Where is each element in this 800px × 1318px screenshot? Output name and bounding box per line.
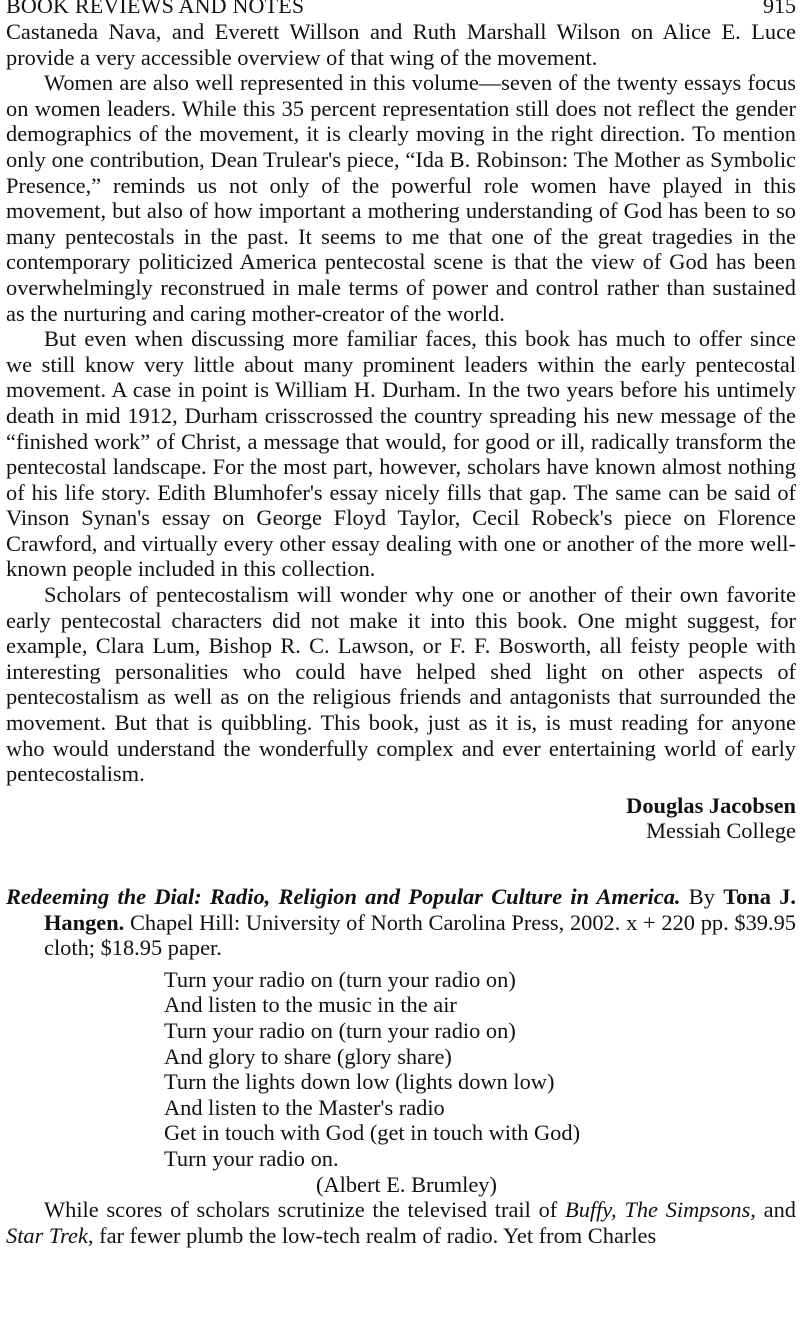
publication-details: Chapel Hill: University of North Carolina Press, 2002. x + 220 pp. $39.95 cloth; $18.95 paper. [44, 909, 796, 961]
epigraph-line: And glory to share (glory share) [164, 1043, 452, 1069]
closing-lead: While scores of scholars scrutinize the televised trail of [44, 1197, 558, 1223]
reviewer-signature [6, 793, 796, 844]
review-heading [6, 884, 796, 961]
paragraph-2: Women are also well represented in this volume—seven of the twenty essays focus on women leaders. While this 35 percent representation still does not reflect the gender demographics of the movement, it is clearly moving in the right direction. To mention only one contribution, Dean Trulear's piece, “Ida B. Robinson: The Mother as Symbolic Presence,” reminds us not only of the powerful role women have played in this movement, but also of how important a mothering understanding of God has been to so many pentecostals in the past. It seems to me that one of the great tragedies in the contemporary politicized America pentecostal scene is that the view of God has been overwhelmingly reconstrued in male terms of power and control rather than sustained as the nurturing and caring mother-creator of the world. [6, 70, 796, 326]
by-word: By [688, 884, 715, 909]
show-title: Buffy, [565, 1197, 617, 1223]
running-title: BOOK REVIEWS AND NOTES [6, 0, 305, 18]
paragraph-4: Scholars of pentecostalism will wonder why one or another of their own favorite early pentecostal characters did not make it into this book. One might suggest, for example, Clara Lum, Bishop R. C. Lawson, or F. F. Bosworth, all feisty people with interesting personalities who could have helped shed light on other aspects of pentecostalism as well as on the religious friends and antagonists that surrounded the movement. But that is quibbling. This book, just as it is, is must reading for anyone who would understand the wonderfully complex and ever entertaining world of early pentecostalism. [6, 582, 796, 787]
epigraph-line: Turn your radio on (turn your radio on) [164, 1017, 516, 1043]
epigraph-line: Turn your radio on. [164, 1145, 339, 1171]
book-author: Tona J. Hangen. [44, 884, 796, 935]
epigraph-line: Get in touch with God (get in touch with God) [164, 1120, 581, 1146]
epigraph [164, 967, 796, 1197]
paragraph-1: Castaneda Nava, and Everett Willson and Ruth Marshall Wilson on Alice E. Luce provide a very accessible overview of that wing of the movement. [6, 19, 796, 70]
book-title: Redeeming the Dial: Radio, Religion and Popular Culture in America. [6, 884, 681, 909]
show-title: The Simpsons, [624, 1197, 756, 1223]
epigraph-line: And listen to the music in the air [164, 992, 457, 1018]
page-number: 915 [763, 0, 796, 18]
closing-tail: far fewer plumb the low-tech realm of radio. Yet from Charles [99, 1222, 657, 1248]
paragraph-3: But even when discussing more familiar faces, this book has much to offer since we still know very little about many prominent leaders within the early pentecostal movement. A case in point is William H. Durham. In the two years before his untimely death in mid 1912, Durham crisscrossed the country spreading his new message of the “finished work” of Christ, a message that would, for good or ill, radically transform the pentecostal landscape. For the most part, however, scholars have known almost nothing of his life story. Edith Blumhofer's essay nicely fills that gap. The same can be said of Vinson Synan's essay on George Floyd Taylor, Cecil Robeck's piece on Florence Crawford, and virtually every other essay dealing with one or another of the more well-known people included in this collection. [6, 326, 796, 582]
reviewer-affiliation: Messiah College [646, 818, 796, 844]
epigraph-attribution: (Albert E. Brumley) [316, 1171, 497, 1197]
epigraph-line: Turn your radio on (turn your radio on) [164, 966, 516, 992]
epigraph-line: Turn the lights down low (lights down low) [164, 1069, 555, 1095]
epigraph-line: And listen to the Master's radio [164, 1094, 445, 1120]
show-title: Star Trek, [6, 1222, 94, 1248]
reviewer-name: Douglas Jacobsen [626, 792, 796, 818]
closing-mid: and [763, 1197, 797, 1223]
running-header [6, 0, 796, 19]
closing-paragraph [6, 1197, 796, 1248]
